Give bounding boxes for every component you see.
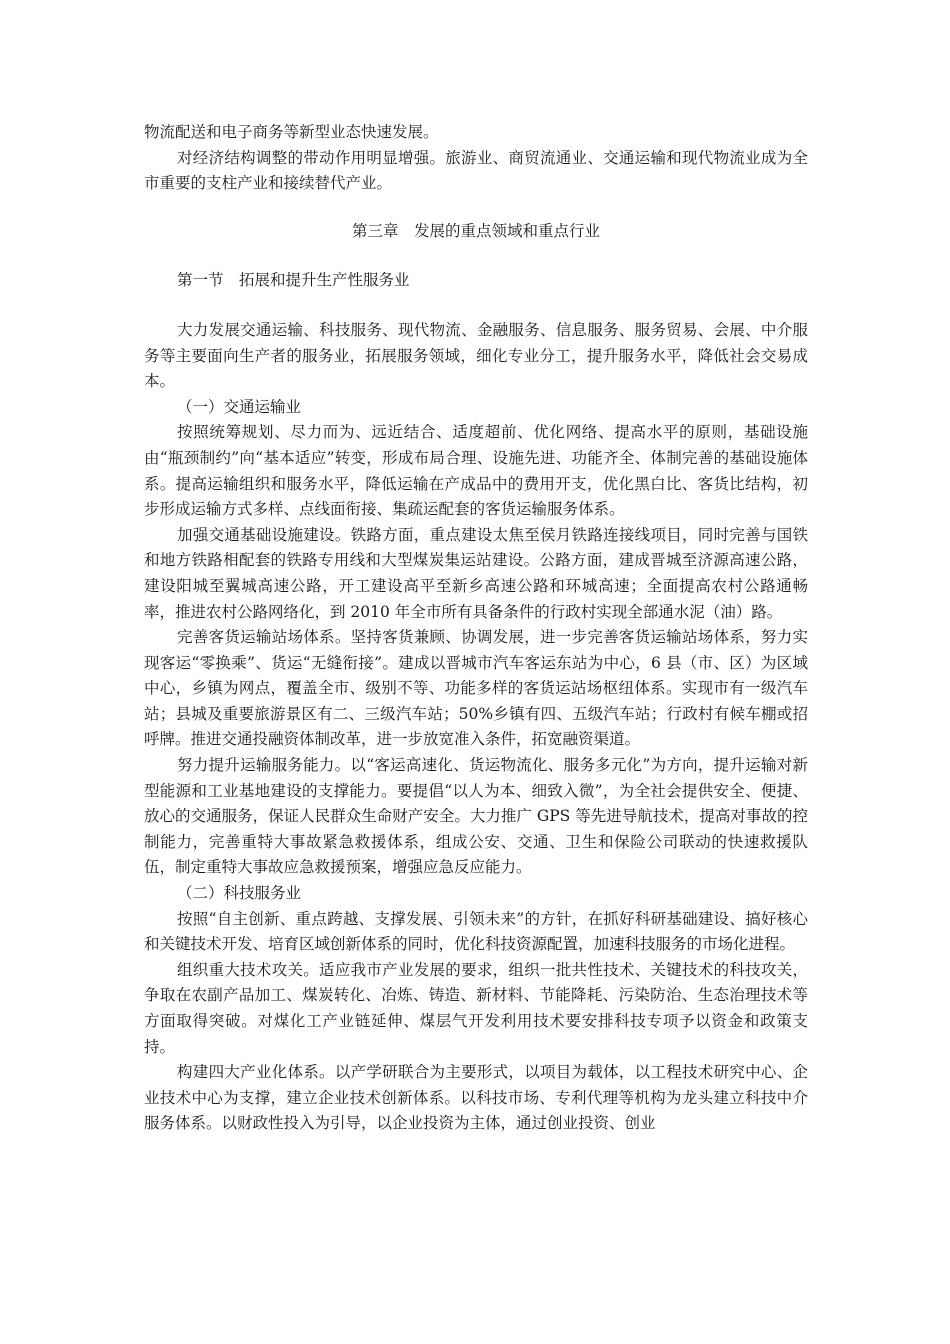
- body-paragraph: 努力提升运输服务能力。以“客运高速化、货运物流化、服务多元化”为方向，提升运输对新型能源和工业基地建设的支撑能力。要提倡“以人为本、细致入微”，为全社会提供安全、便捷、放心的交通服务，保证人民群众生命财产安全。大力推广 GPS 等先进导航技术，提高对事故的控制能力，完善重特大事故紧急救援体系，组成公安、交通、卫生和保险公司联动的快速救援队伍，制定重特大事故应急救援预案，增强应急反应能力。: [144, 756, 808, 877]
- intro-paragraph-2: 对经济结构调整的带动作用明显增强。旅游业、商贸流通业、交通运输和现代物流业成为全市重要的支柱产业和接续替代产业。: [144, 148, 808, 193]
- body-paragraph: 构建四大产业化体系。以产学研联合为主要形式，以项目为载体，以工程技术研究中心、企业技术中心为支撑，建立企业技术创新体系。以科技市场、专利代理等机构为龙头建立科技中介服务体系。以财政性投入为引导，以企业投资为主体，通过创业投资、创业: [144, 1063, 808, 1133]
- section-title: 第一节 拓展和提升生产性服务业: [177, 271, 410, 290]
- subsection-title-transport: （一）交通运输业: [177, 397, 302, 416]
- chapter-title: 第三章 发展的重点领域和重点行业: [351, 221, 600, 240]
- body-paragraph: 完善客货运输站场体系。坚持客货兼顾、协调发展，进一步完善客货运输站场体系，努力实现客运“零换乘”、货运“无缝衔接”。建成以晋城市汽车客运东站为中心，6 县（市、区）为区域中心，乡镇为网点，覆盖全市、级别不等、功能多样的客货运站场枢纽体系。实现市有一级汽车站；县城及重要旅游景区有二、三级汽车站；50%乡镇有四、五级汽车站；行政村有候车棚或招呼牌。推进交通投融资体制改革，进一步放宽准入条件，拓宽融资渠道。: [144, 628, 808, 749]
- body-paragraph: 组织重大技术攻关。适应我市产业发展的要求，组织一批共性技术、关键技术的科技攻关，争取在农副产品加工、煤炭转化、冶炼、铸造、新材料、节能降耗、污染防治、生态治理技术等方面取得突破。对煤化工产业链延伸、煤层气开发利用技术要安排科技专项予以资金和政策支持。: [144, 960, 808, 1056]
- body-paragraph: 按照统筹规划、尽力而为、远近结合、适度超前、优化网络、提高水平的原则，基础设施由“瓶颈制约”向“基本适应”转变，形成布局合理、设施先进、功能齐全、体制完善的基础设施体系。提高运输组织和服务水平，降低运输在产成品中的费用开支，优化黑白比、客货比结构，初步形成运输方式多样、点线面衔接、集疏运配套的客货运输服务体系。: [144, 423, 808, 519]
- body-paragraph: 加强交通基础设施建设。铁路方面，重点建设太焦至侯月铁路连接线项目，同时完善与国铁和地方铁路相配套的铁路专用线和大型煤炭集运站建设。公路方面，建成晋城至济源高速公路，建设阳城至翼城高速公路，开工建设高平至新乡高速公路和环城高速；全面提高农村公路通畅率，推进农村公路网络化，到 2010 年全市所有具备条件的行政村实现全部通水泥（油）路。: [144, 525, 808, 621]
- section-intro-paragraph: 大力发展交通运输、科技服务、现代物流、金融服务、信息服务、服务贸易、会展、中介服务等主要面向生产者的服务业，拓展服务领域，细化专业分工，提升服务水平，降低社会交易成本。: [144, 320, 808, 391]
- document-page: [144, 120, 808, 1137]
- subsection-title-tech-services: （二）科技服务业: [177, 884, 302, 903]
- body-paragraph: 按照“自主创新、重点跨越、支撑发展、引领未来”的方针，在抓好科研基础建设、搞好核心和关键技术开发、培育区域创新体系的同时，优化科技资源配置，加速科技服务的市场化进程。: [144, 909, 808, 954]
- intro-paragraph-1: 物流配送和电子商务等新型业态快速发展。: [144, 123, 439, 141]
